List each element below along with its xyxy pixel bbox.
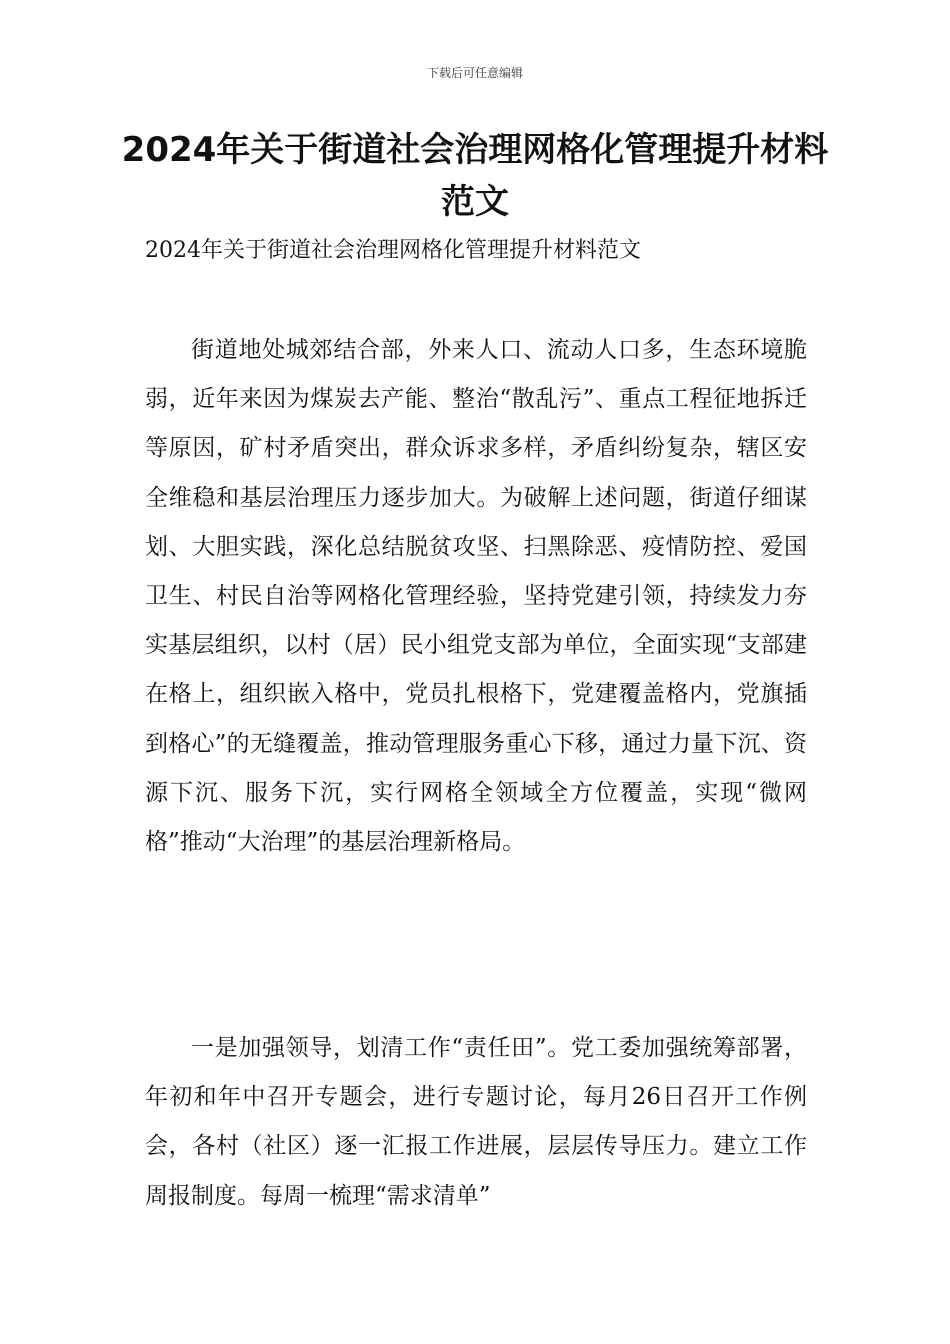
header-note: 下载后可任意编辑 bbox=[426, 66, 523, 80]
document-subtitle: 2024年关于街道社会治理网格化管理提升材料范文 bbox=[145, 238, 641, 263]
document-title: 2024年关于街道社会治理网格化管理提升材料范文 bbox=[121, 130, 829, 222]
body-paragraph-2: 一是加强领导，划清工作“责任田”。党工委加强统筹部署，年初和年中召开专题会，进行专题讨论，每月26日召开工作例会，各村（社区）逐一汇报工作进展，层层传导压力。建立工作周报制度。每周一梳理“需求清单” bbox=[145, 1035, 807, 1209]
body-paragraph-1: 街道地处城郊结合部，外来人口、流动人口多，生态环境脆弱，近年来因为煤炭去产能、整治“散乱污”、重点工程征地拆迁等原因，矿村矛盾突出，群众诉求多样，矛盾纠纷复杂，辖区安全维稳和基层治理压力逐步加大。为破解上述问题，街道仔细谋划、大胆实践，深化总结脱贫攻坚、扫黑除恶、疫情防控、爱国卫生、村民自治等网格化管理经验，坚持党建引领，持续发力夯实基层组织，以村（居）民小组党支部为单位，全面实现“支部建在格上，组织嵌入格中，党员扎根格下，党建覆盖格内，党旗插到格心”的无缝覆盖，推动管理服务重心下移，通过力量下沉、资源下沉、服务下沉，实行网格全领域全方位覆盖，实现“微网格”推动“大治理”的基层治理新格局。 bbox=[145, 337, 807, 856]
